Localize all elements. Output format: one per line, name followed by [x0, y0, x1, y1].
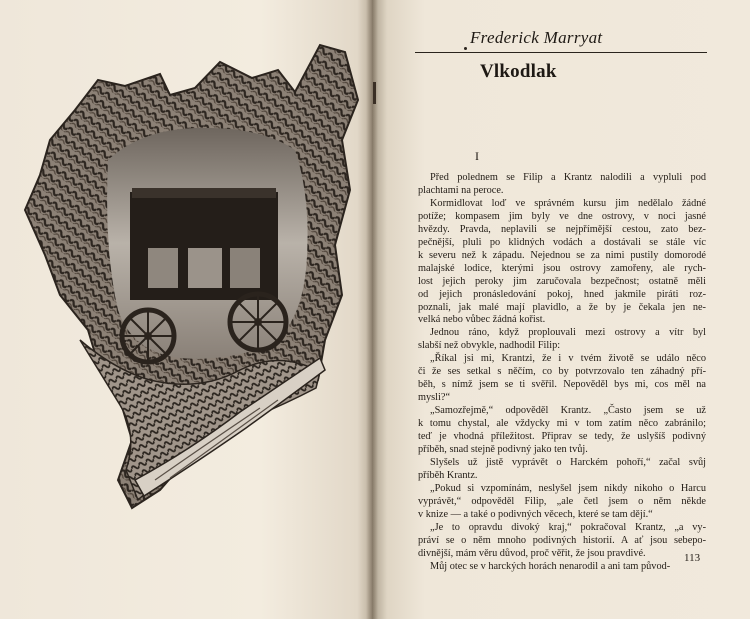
text-line: Před polednem se Filip a Krantz nalodili a vypluli pod [430, 172, 706, 183]
book-gutter [366, 0, 378, 619]
carriage-illustration [20, 40, 360, 510]
text-line: příběh Krantz. [418, 469, 478, 481]
text-line: Slyšels už jistě vyprávět o Harckém pohoří,“ začal svůj [430, 456, 706, 468]
header-dot [464, 47, 467, 50]
text-line: „Je to opravdu divoký kraj,“ pokračoval Krantz, „a vy- [430, 521, 706, 533]
text-line: Můj otec se v harckých horách nenarodil a ani tam původ- [430, 560, 671, 572]
text-line: mysli?“ [418, 392, 451, 404]
text-line: divnější, mám věru důvod, proč věřit, že jsou pravdivé. [418, 547, 646, 559]
page-number: 113 [684, 552, 701, 564]
body-text [418, 172, 706, 574]
text-line: příběh, snad stejně podivný jako ten tvůj. [418, 444, 588, 456]
text-line: v knize — a také o podivných věcech, které se tam dějí.“ [418, 508, 653, 520]
text-line: plachtami na peroce. [418, 184, 504, 196]
text-line: „Samozřejmě,“ odpověděl Krantz. „Často jsem se už [430, 405, 706, 417]
text-line: „Pokud si vzpomínám, neslyšel jsem nikdy nikoho o Harcu [430, 482, 706, 494]
text-line: Kormidlovat loď ve správném kursu jim nedělalo žádné [430, 197, 706, 209]
text-line: poznali, jak malé mají plavidlo, a že by je čekala jen ne- [418, 301, 706, 313]
text-line: k severu než k západu. Nejednou se za nimi pustily domorodé [418, 249, 706, 261]
story-title: Vlkodlak [480, 61, 557, 82]
text-line: slabší než obvykle, nadhodil Filip: [418, 340, 561, 352]
chapter-number: I [475, 149, 479, 163]
text-line: práví se o něm mnoho podivných historií. A ať jsou sebepo- [418, 534, 706, 546]
text-line: velká nebo vůbec žádná kořist. [418, 314, 546, 326]
text-line: vyprávět,“ odpověděl Filip, „ale četl jsem o něm někde [418, 495, 706, 507]
page-edge-mark [373, 82, 376, 104]
text-line: či že ses setkal s něčím, co by potvrzovalo ten záhadný pří- [418, 366, 706, 378]
text-line: hvězdy. Pravda, neplavili se nejpřímější cestou, zato bez- [418, 223, 706, 235]
text-line: pečnější, pluli po klidných vodách a dostávali se stále víc [418, 236, 706, 248]
running-header-author: Frederick Marryat [470, 28, 603, 47]
text-line: „Říkal jsi mi, Krantzi, že i v tvém životě se událo něco [430, 353, 706, 365]
text-line: Jednou ráno, když proplouvali mezi ostrovy a vítr byl [430, 327, 706, 339]
text-line: k tomu chystal, ale vždycky mi v tom zatím něco zabránilo; [418, 418, 706, 430]
text-line: běh, s nímž jsem se ti svěřil. Nepověděl bys mi, cos měl na [418, 379, 706, 391]
text-line: malajské lodice, kterými jsou ostrovy zamořeny, ale rych- [418, 262, 706, 274]
header-rule [415, 52, 707, 53]
text-line: lost jejich peroky jim zaručovala bezpečnost; ostatně měli [418, 275, 706, 287]
text-line: od jejich pronásledování pokoj, hned jakmile piráti roz- [418, 288, 706, 300]
text-line: potíže; kompasem jim byly ve dne ostrovy, v noci jasné [418, 210, 706, 222]
text-line: teď je vhodná příležitost. Připrav se tedy, že uslyšíš podivný [418, 431, 706, 443]
